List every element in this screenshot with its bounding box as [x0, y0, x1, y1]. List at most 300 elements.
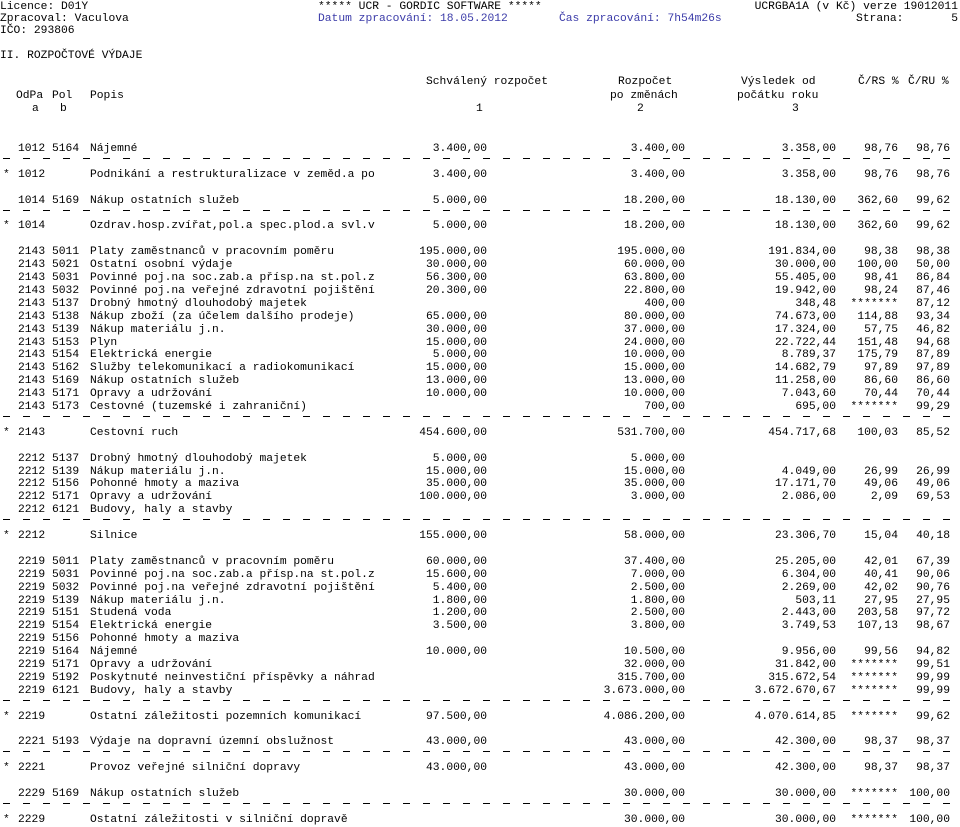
- dashed-separator: [3, 210, 955, 211]
- row-vysledek: 19.942,00: [774, 284, 836, 297]
- row-schvaleny: 100.000,00: [419, 491, 487, 504]
- row-rozpocet: 30.000,00: [623, 813, 685, 826]
- col-b: b: [60, 103, 67, 115]
- row-prs: 98,76: [864, 143, 898, 155]
- row-prs: 40,41: [864, 568, 898, 581]
- row-rozpocet: 32.000,00: [623, 659, 685, 671]
- row-popis: Výdaje na dopravní územní obslužnost: [90, 736, 335, 749]
- row-pru: 97,72: [916, 607, 950, 620]
- row-prs: *******: [850, 297, 898, 310]
- total-row: [0, 529, 960, 543]
- row-popis: Nákup zboží (za účelem dalšího prodeje): [90, 310, 355, 323]
- row-pru: 87,89: [916, 349, 950, 362]
- row-pru: 93,34: [916, 310, 950, 323]
- row-pru: 99,62: [916, 710, 950, 723]
- row-rozpocet: 2.500,00: [630, 607, 685, 620]
- row-odpa: 2212: [18, 530, 46, 542]
- row-prs: 97,89: [864, 362, 898, 375]
- col-a: a: [32, 103, 39, 115]
- page-number: 5: [951, 13, 958, 25]
- row-schvaleny: 97.500,00: [425, 710, 487, 723]
- col-schvaleny: Schválený rozpočet: [425, 76, 548, 88]
- row-odpa: 2219: [18, 710, 46, 723]
- row-pol: 5154: [52, 620, 80, 633]
- row-pol: 5137: [52, 297, 80, 310]
- row-prs: 86,60: [864, 375, 898, 388]
- item-row: [0, 606, 960, 620]
- row-rozpocet: 4.086.200,00: [603, 710, 685, 723]
- row-prs: 42,02: [864, 581, 898, 594]
- row-odpa: 1012: [18, 143, 46, 155]
- column-header-line-1: [0, 75, 960, 89]
- row-pru: 98,37: [916, 762, 950, 775]
- row-rozpocet: 43.000,00: [623, 736, 685, 749]
- col-n2: 2: [637, 103, 644, 115]
- row-vysledek: 2.086,00: [781, 491, 836, 504]
- row-popis: Opravy a udržování: [90, 659, 213, 671]
- row-vysledek: 454.717,68: [768, 426, 836, 439]
- row-schvaleny: 20.300,00: [425, 284, 487, 297]
- row-pol: 5173: [52, 401, 80, 413]
- row-prs: *******: [850, 788, 898, 800]
- row-odpa: 1012: [18, 168, 46, 181]
- row-popis: Ostatní osobní výdaje: [90, 259, 233, 272]
- ico: IČO: 293806: [0, 25, 75, 37]
- total-row: [0, 219, 960, 233]
- row-popis: Poskytnuté neinvestiční příspěvky a náhrad: [90, 671, 375, 684]
- row-rozpocet: 18.200,00: [623, 194, 685, 207]
- row-pol: 5169: [52, 375, 80, 388]
- row-pol: 5139: [52, 465, 80, 478]
- row-odpa: 2219: [18, 646, 46, 659]
- row-schvaleny: 155.000,00: [419, 530, 487, 542]
- row-pru: 26,99: [916, 465, 950, 478]
- row-schvaleny: 5.400,00: [432, 581, 487, 594]
- row-prs: 114,88: [857, 310, 898, 323]
- row-pru: 27,95: [916, 594, 950, 607]
- row-pru: 99,99: [916, 684, 950, 697]
- row-schvaleny: 3.500,00: [432, 620, 487, 633]
- row-odpa: 2143: [18, 297, 46, 310]
- row-pol: 5171: [52, 659, 80, 671]
- item-row: [0, 452, 960, 466]
- row-vysledek: 30.000,00: [774, 813, 836, 826]
- row-popis: Elektrická energie: [90, 620, 213, 633]
- row-vysledek: 14.682,79: [774, 362, 836, 375]
- row-popis: Platy zaměstnanců v pracovním poměru: [90, 555, 335, 568]
- row-odpa: 2219: [18, 581, 46, 594]
- row-prs: 175,79: [857, 349, 898, 362]
- row-schvaleny: 5.000,00: [432, 194, 487, 207]
- row-pol: 5193: [52, 736, 80, 749]
- item-row: [0, 297, 960, 311]
- row-pol: 5139: [52, 594, 80, 607]
- zpracoval: Zpracoval: Vaculova: [0, 13, 129, 25]
- row-odpa: 2219: [18, 659, 46, 671]
- row-prs: 26,99: [864, 465, 898, 478]
- row-pol: 5032: [52, 581, 80, 594]
- row-vysledek: 7.043,60: [781, 388, 836, 401]
- row-pru: 97,89: [916, 362, 950, 375]
- col-po-zmenach: po změnách: [610, 90, 678, 102]
- row-pol: 5011: [52, 246, 80, 259]
- row-popis: Budovy, haly a stavby: [90, 684, 233, 697]
- row-rozpocet: 10.000,00: [623, 349, 685, 362]
- row-popis: Nákup ostatních služeb: [90, 375, 240, 388]
- row-pol: 5169: [52, 788, 80, 800]
- row-star: *: [3, 168, 10, 181]
- row-pru: 94,68: [916, 336, 950, 349]
- row-rozpocet: 63.800,00: [623, 272, 685, 284]
- row-pru: 70,44: [916, 388, 950, 401]
- row-popis: Ozdrav.hosp.zvířat,pol.a spec.plod.a svl.v: [90, 220, 375, 233]
- row-rozpocet: 3.000,00: [630, 491, 685, 504]
- row-rozpocet: 3.800,00: [630, 620, 685, 633]
- row-rozpocet: 10.000,00: [623, 388, 685, 401]
- col-odpa: OdPa: [16, 90, 44, 102]
- row-vysledek: 191.834,00: [768, 246, 836, 259]
- row-schvaleny: 10.000,00: [425, 388, 487, 401]
- row-odpa: 2143: [18, 426, 46, 439]
- processing-date: Datum zpracování: 18.05.2012: [318, 13, 508, 25]
- row-pru: 46,82: [916, 323, 950, 336]
- item-row: [0, 310, 960, 324]
- row-popis: Opravy a udržování: [90, 388, 213, 401]
- row-rozpocet: 3.400,00: [630, 168, 685, 181]
- item-row: [0, 194, 960, 208]
- row-pru: 90,76: [916, 581, 950, 594]
- row-star: *: [3, 710, 10, 723]
- row-prs: 362,60: [857, 220, 898, 233]
- row-popis: Silnice: [90, 530, 138, 542]
- row-vysledek: 18.130,00: [774, 194, 836, 207]
- row-popis: Nájemné: [90, 646, 138, 659]
- row-schvaleny: 15.600,00: [425, 568, 487, 581]
- item-row: [0, 374, 960, 388]
- row-schvaleny: 15.000,00: [425, 465, 487, 478]
- row-rozpocet: 80.000,00: [623, 310, 685, 323]
- row-rozpocet: 58.000,00: [623, 530, 685, 542]
- row-pol: 6121: [52, 684, 80, 697]
- item-row: [0, 477, 960, 491]
- row-odpa: 2219: [18, 633, 46, 646]
- row-odpa: 2143: [18, 323, 46, 336]
- row-schvaleny: 195.000,00: [419, 246, 487, 259]
- row-odpa: 1014: [18, 194, 46, 207]
- row-pru: 98,38: [916, 246, 950, 259]
- row-prs: 100,03: [857, 426, 898, 439]
- row-vysledek: 315.672,54: [768, 671, 836, 684]
- row-rozpocet: 5.000,00: [630, 452, 685, 465]
- row-schvaleny: 30.000,00: [425, 323, 487, 336]
- row-popis: Drobný hmotný dlouhodobý majetek: [90, 297, 307, 310]
- row-odpa: 2143: [18, 388, 46, 401]
- row-prs: 42,01: [864, 555, 898, 568]
- row-odpa: 2221: [18, 736, 46, 749]
- dashed-separator: [3, 803, 955, 804]
- row-pru: 87,46: [916, 284, 950, 297]
- row-popis: Podnikání a restrukturalizace v zeměd.a po: [90, 168, 375, 181]
- row-prs: *******: [850, 710, 898, 723]
- row-vysledek: 348,48: [795, 297, 836, 310]
- item-row: [0, 490, 960, 504]
- row-odpa: 2229: [18, 813, 46, 826]
- row-schvaleny: 35.000,00: [425, 478, 487, 491]
- processing-time: Čas zpracování: 7h54m26s: [559, 13, 722, 25]
- row-vysledek: 55.405,00: [774, 272, 836, 284]
- row-vysledek: 18.130,00: [774, 220, 836, 233]
- row-pru: 86,84: [916, 272, 950, 284]
- row-prs: 57,75: [864, 323, 898, 336]
- row-rozpocet: 18.200,00: [623, 220, 685, 233]
- row-schvaleny: 1.800,00: [432, 594, 487, 607]
- item-row: [0, 361, 960, 375]
- row-pru: 98,67: [916, 620, 950, 633]
- row-schvaleny: 43.000,00: [425, 736, 487, 749]
- row-rozpocet: 60.000,00: [623, 259, 685, 272]
- row-pol: 5171: [52, 388, 80, 401]
- row-rozpocet: 43.000,00: [623, 762, 685, 775]
- row-prs: 107,13: [857, 620, 898, 633]
- row-pol: 5137: [52, 452, 80, 465]
- dashed-separator: [3, 519, 955, 520]
- row-vysledek: 8.789,37: [781, 349, 836, 362]
- row-popis: Plyn: [90, 336, 118, 349]
- item-row: [0, 594, 960, 608]
- row-vysledek: 30.000,00: [774, 259, 836, 272]
- row-prs: *******: [850, 659, 898, 671]
- row-pru: 100,00: [909, 788, 950, 800]
- row-rozpocet: 37.000,00: [623, 323, 685, 336]
- item-row: [0, 271, 960, 285]
- row-popis: Cestovní ruch: [90, 426, 179, 439]
- row-vysledek: 695,00: [795, 401, 836, 413]
- item-row: [0, 619, 960, 633]
- row-vysledek: 4.070.614,85: [754, 710, 836, 723]
- row-pol: 5162: [52, 362, 80, 375]
- row-pru: 90,06: [916, 568, 950, 581]
- row-prs: 203,58: [857, 607, 898, 620]
- col-pru: Č/RU %: [908, 76, 949, 88]
- row-odpa: 2219: [18, 555, 46, 568]
- row-pol: 5011: [52, 555, 80, 568]
- licence: Licence: D01Y: [0, 1, 89, 13]
- row-popis: Opravy a udržování: [90, 491, 213, 504]
- row-schvaleny: 454.600,00: [419, 426, 487, 439]
- row-pru: 69,53: [916, 491, 950, 504]
- total-row: [0, 761, 960, 775]
- row-prs: 98,38: [864, 246, 898, 259]
- row-rozpocet: 400,00: [644, 297, 685, 310]
- row-schvaleny: 15.000,00: [425, 336, 487, 349]
- row-schvaleny: 3.400,00: [432, 143, 487, 155]
- total-row: [0, 710, 960, 724]
- row-odpa: 2143: [18, 336, 46, 349]
- row-pru: 100,00: [909, 813, 950, 826]
- row-pol: 5154: [52, 349, 80, 362]
- row-pru: 98,37: [916, 736, 950, 749]
- total-row: [0, 168, 960, 182]
- row-schvaleny: 10.000,00: [425, 646, 487, 659]
- row-popis: Nákup materiálu j.n.: [90, 323, 226, 336]
- section-title: II. ROZPOČTOVÉ VÝDAJE: [0, 50, 143, 62]
- row-odpa: 2143: [18, 272, 46, 284]
- row-pru: 49,06: [916, 478, 950, 491]
- row-vysledek: 23.306,70: [774, 530, 836, 542]
- row-popis: Nákup ostatních služeb: [90, 788, 240, 800]
- row-odpa: 2219: [18, 620, 46, 633]
- row-rozpocet: 37.400,00: [623, 555, 685, 568]
- row-popis: Nájemné: [90, 143, 138, 155]
- row-pol: 5192: [52, 671, 80, 684]
- row-vysledek: 22.722,44: [774, 336, 836, 349]
- row-odpa: 1014: [18, 220, 46, 233]
- row-vysledek: 6.304,00: [781, 568, 836, 581]
- item-row: [0, 387, 960, 401]
- section-title-line: [0, 49, 960, 63]
- row-pru: 67,39: [916, 555, 950, 568]
- row-pru: 50,00: [916, 259, 950, 272]
- row-odpa: 2143: [18, 349, 46, 362]
- row-star: *: [3, 426, 10, 439]
- row-popis: Pohonné hmoty a maziva: [90, 478, 240, 491]
- row-rozpocet: 700,00: [644, 401, 685, 413]
- report-id: UCRGBA1A (v Kč) verze 19012011: [754, 1, 958, 13]
- row-prs: 98,76: [864, 168, 898, 181]
- row-odpa: 2143: [18, 310, 46, 323]
- item-row: [0, 581, 960, 595]
- col-n1: 1: [476, 103, 483, 115]
- row-schvaleny: 30.000,00: [425, 259, 487, 272]
- row-pru: 99,62: [916, 220, 950, 233]
- item-row: [0, 684, 960, 698]
- row-schvaleny: 5.000,00: [432, 452, 487, 465]
- row-schvaleny: 3.400,00: [432, 168, 487, 181]
- row-prs: 27,95: [864, 594, 898, 607]
- item-row: [0, 671, 960, 685]
- row-rozpocet: 3.673.000,00: [603, 684, 685, 697]
- row-vysledek: 25.205,00: [774, 555, 836, 568]
- row-popis: Elektrická energie: [90, 349, 213, 362]
- row-prs: *******: [850, 813, 898, 826]
- row-odpa: 2212: [18, 491, 46, 504]
- item-row: [0, 336, 960, 350]
- row-rozpocet: 10.500,00: [623, 646, 685, 659]
- row-vysledek: 74.673,00: [774, 310, 836, 323]
- row-odpa: 2221: [18, 762, 46, 775]
- row-schvaleny: 65.000,00: [425, 310, 487, 323]
- row-rozpocet: 315.700,00: [617, 671, 685, 684]
- row-pol: 6121: [52, 504, 80, 517]
- item-row: [0, 632, 960, 646]
- item-row: [0, 348, 960, 362]
- row-rozpocet: 1.800,00: [630, 594, 685, 607]
- row-odpa: 2219: [18, 671, 46, 684]
- row-odpa: 2212: [18, 504, 46, 517]
- col-pol: Pol: [52, 90, 73, 102]
- row-vysledek: 3.749,53: [781, 620, 836, 633]
- row-pru: 99,99: [916, 671, 950, 684]
- row-prs: 98,37: [864, 736, 898, 749]
- page-label: Strana:: [856, 13, 904, 25]
- row-popis: Povinné poj.na soc.zab.a přísp.na st.pol.z: [90, 568, 375, 581]
- row-vysledek: 11.258,00: [774, 375, 836, 388]
- row-vysledek: 17.324,00: [774, 323, 836, 336]
- row-pol: 5021: [52, 259, 80, 272]
- row-schvaleny: 43.000,00: [425, 762, 487, 775]
- row-odpa: 2143: [18, 284, 46, 297]
- row-vysledek: 42.300,00: [774, 736, 836, 749]
- item-row: [0, 787, 960, 801]
- row-schvaleny: 15.000,00: [425, 362, 487, 375]
- row-popis: Ostatní záležitosti pozemních komunikací: [90, 710, 362, 723]
- row-pru: 86,60: [916, 375, 950, 388]
- row-vysledek: 31.842,00: [774, 659, 836, 671]
- row-rozpocet: 13.000,00: [623, 375, 685, 388]
- item-row: [0, 284, 960, 298]
- row-popis: Platy zaměstnanců v pracovním poměru: [90, 246, 335, 259]
- row-popis: Nákup materiálu j.n.: [90, 465, 226, 478]
- row-pol: 5164: [52, 646, 80, 659]
- row-popis: Cestovné (tuzemské i zahraniční): [90, 401, 307, 413]
- row-prs: 99,56: [864, 646, 898, 659]
- row-prs: 151,48: [857, 336, 898, 349]
- row-schvaleny: 5.000,00: [432, 349, 487, 362]
- row-odpa: 2143: [18, 362, 46, 375]
- row-pol: 5169: [52, 194, 80, 207]
- row-popis: Povinné poj.na veřejné zdravotní pojištění: [90, 284, 375, 297]
- row-odpa: 2212: [18, 452, 46, 465]
- row-pru: 94,82: [916, 646, 950, 659]
- col-n3: 3: [792, 103, 799, 115]
- item-row: [0, 400, 960, 414]
- row-prs: *******: [850, 671, 898, 684]
- item-row: [0, 323, 960, 337]
- total-row: [0, 426, 960, 440]
- row-rozpocet: 22.800,00: [623, 284, 685, 297]
- item-row: [0, 555, 960, 569]
- row-schvaleny: 13.000,00: [425, 375, 487, 388]
- row-star: *: [3, 762, 10, 775]
- row-prs: 2,09: [870, 491, 898, 504]
- row-odpa: 2219: [18, 568, 46, 581]
- row-prs: 100,00: [857, 259, 898, 272]
- column-header-line-3: [0, 102, 960, 116]
- row-popis: Povinné poj.na veřejné zdravotní pojištění: [90, 581, 375, 594]
- row-popis: Drobný hmotný dlouhodobý majetek: [90, 452, 307, 465]
- row-popis: Pohonné hmoty a maziva: [90, 633, 240, 646]
- row-pru: 40,18: [916, 530, 950, 542]
- total-row: [0, 813, 960, 827]
- row-vysledek: 503,11: [795, 594, 836, 607]
- row-odpa: 2212: [18, 465, 46, 478]
- row-pol: 5031: [52, 272, 80, 284]
- row-vysledek: 3.672.670,67: [754, 684, 836, 697]
- row-odpa: 2219: [18, 607, 46, 620]
- row-prs: 98,37: [864, 762, 898, 775]
- row-popis: Nákup ostatních služeb: [90, 194, 240, 207]
- row-vysledek: 3.358,00: [781, 168, 836, 181]
- row-prs: *******: [850, 684, 898, 697]
- row-vysledek: 17.171,70: [774, 478, 836, 491]
- row-popis: Ostatní záležitosti v silniční dopravě: [90, 813, 348, 826]
- row-pru: 99,29: [916, 401, 950, 413]
- dashed-separator: [3, 158, 955, 159]
- row-rozpocet: 30.000,00: [623, 788, 685, 800]
- row-rozpocet: 15.000,00: [623, 362, 685, 375]
- row-rozpocet: 24.000,00: [623, 336, 685, 349]
- dashed-separator: [3, 416, 955, 417]
